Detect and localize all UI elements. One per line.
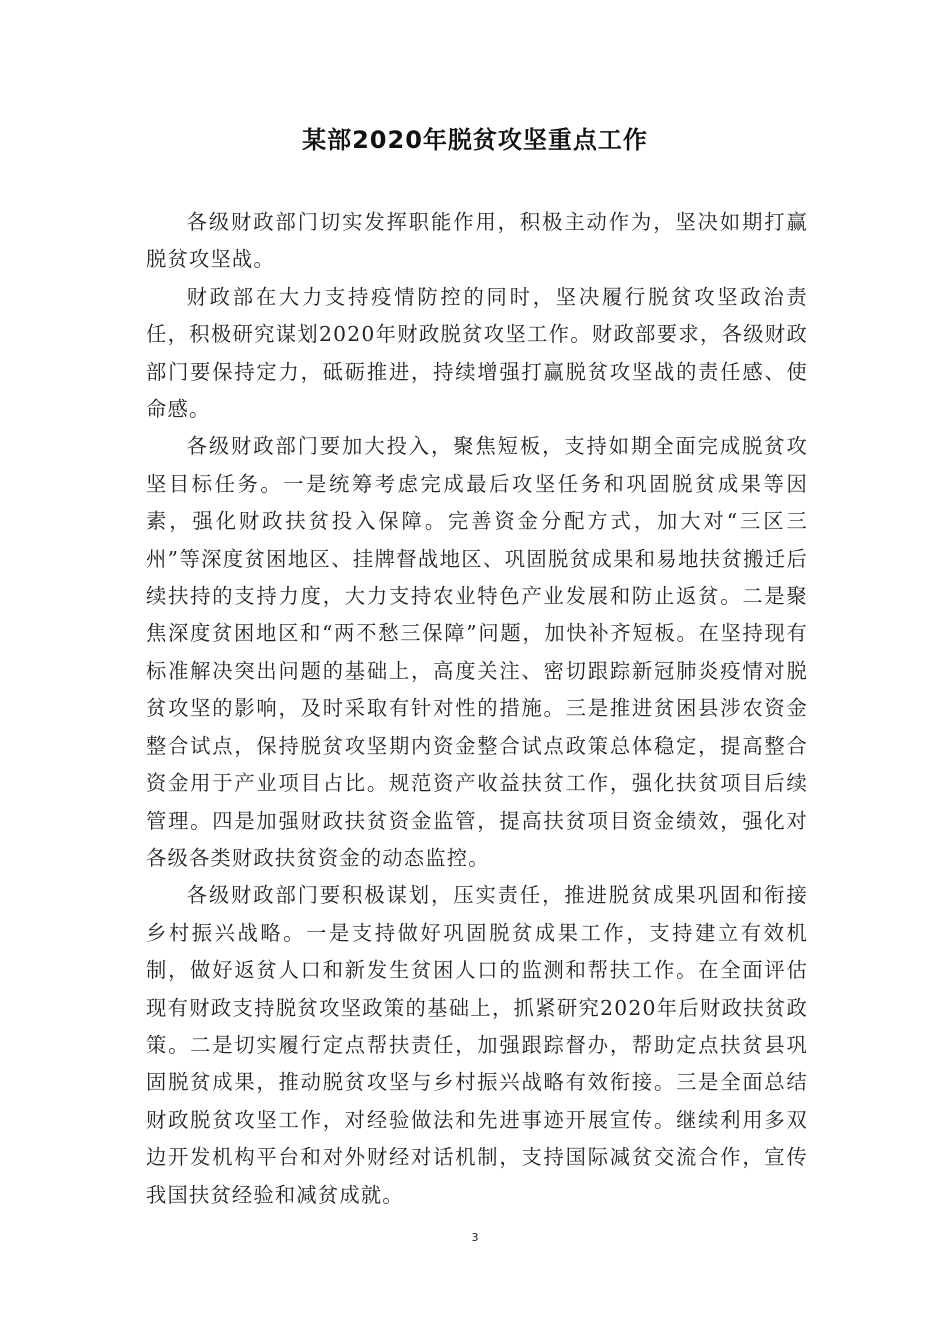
paragraph-investment: 各级财政部门要加大投入，聚焦短板，支持如期全面完成脱贫攻坚目标任务。一是统筹考虑完成最后攻坚任务和巩固脱贫成果等因素，强化财政扶贫投入保障。完善资金分配方式，加大对“三区三州”等深度贫困地区、挂牌督战地区、巩固脱贫成果和易地扶贫搬迁后续扶持的支持力度，大力支持农业特色产业发展和防止返贫。二是聚焦深度贫困地区和“两不愁三保障”问题，加快补齐短板。在坚持现有标准解决突出问题的基础上，高度关注、密切跟踪新冠肺炎疫情对脱贫攻坚的影响，及时采取有针对性的措施。三是推进贫困县涉农资金整合试点，保持脱贫攻坚期内资金整合试点政策总体稳定，提高整合资金用于产业项目占比。规范资产收益扶贫工作，强化扶贫项目后续管理。四是加强财政扶贫资金监管，提高扶贫项目资金绩效，强化对各级各类财政扶贫资金的动态监控。 (146, 434, 808, 870)
page-number: 3 (471, 1231, 479, 1244)
document-title: 某部2020年脱贫攻坚重点工作 (302, 126, 648, 154)
paragraph-intro: 各级财政部门切实发挥职能作用，积极主动作为，坚决如期打赢脱贫攻坚战。 (146, 210, 808, 272)
paragraph-rural-revitalization: 各级财政部门要积极谋划，压实责任，推进脱贫成果巩固和衔接乡村振兴战略。一是支持做好巩固脱贫成果工作，支持建立有效机制，做好返贫人口和新发生贫困人口的监测和帮扶工作。在全面评估现有财政支持脱贫攻坚政策的基础上，抓紧研究2020年后财政扶贫政策。二是切实履行定点帮扶责任，加强跟踪督办，帮助定点扶贫县巩固脱贫成果，推动脱贫攻坚与乡村振兴战略有效衔接。三是全面总结财政脱贫攻坚工作，对经验做法和先进事迹开展宣传。继续利用多双边开发机构平台和对外财经对话机制，支持国际减贫交流合作，宣传我国扶贫经验和减贫成就。 (146, 883, 808, 1207)
document-body (146, 204, 808, 1214)
paragraph-responsibility: 财政部在大力支持疫情防控的同时，坚决履行脱贫攻坚政治责任，积极研究谋划2020年财政脱贫攻坚工作。财政部要求，各级财政部门要保持定力，砥砺推进，持续增强打赢脱贫攻坚战的责任感、使命感。 (146, 284, 808, 422)
